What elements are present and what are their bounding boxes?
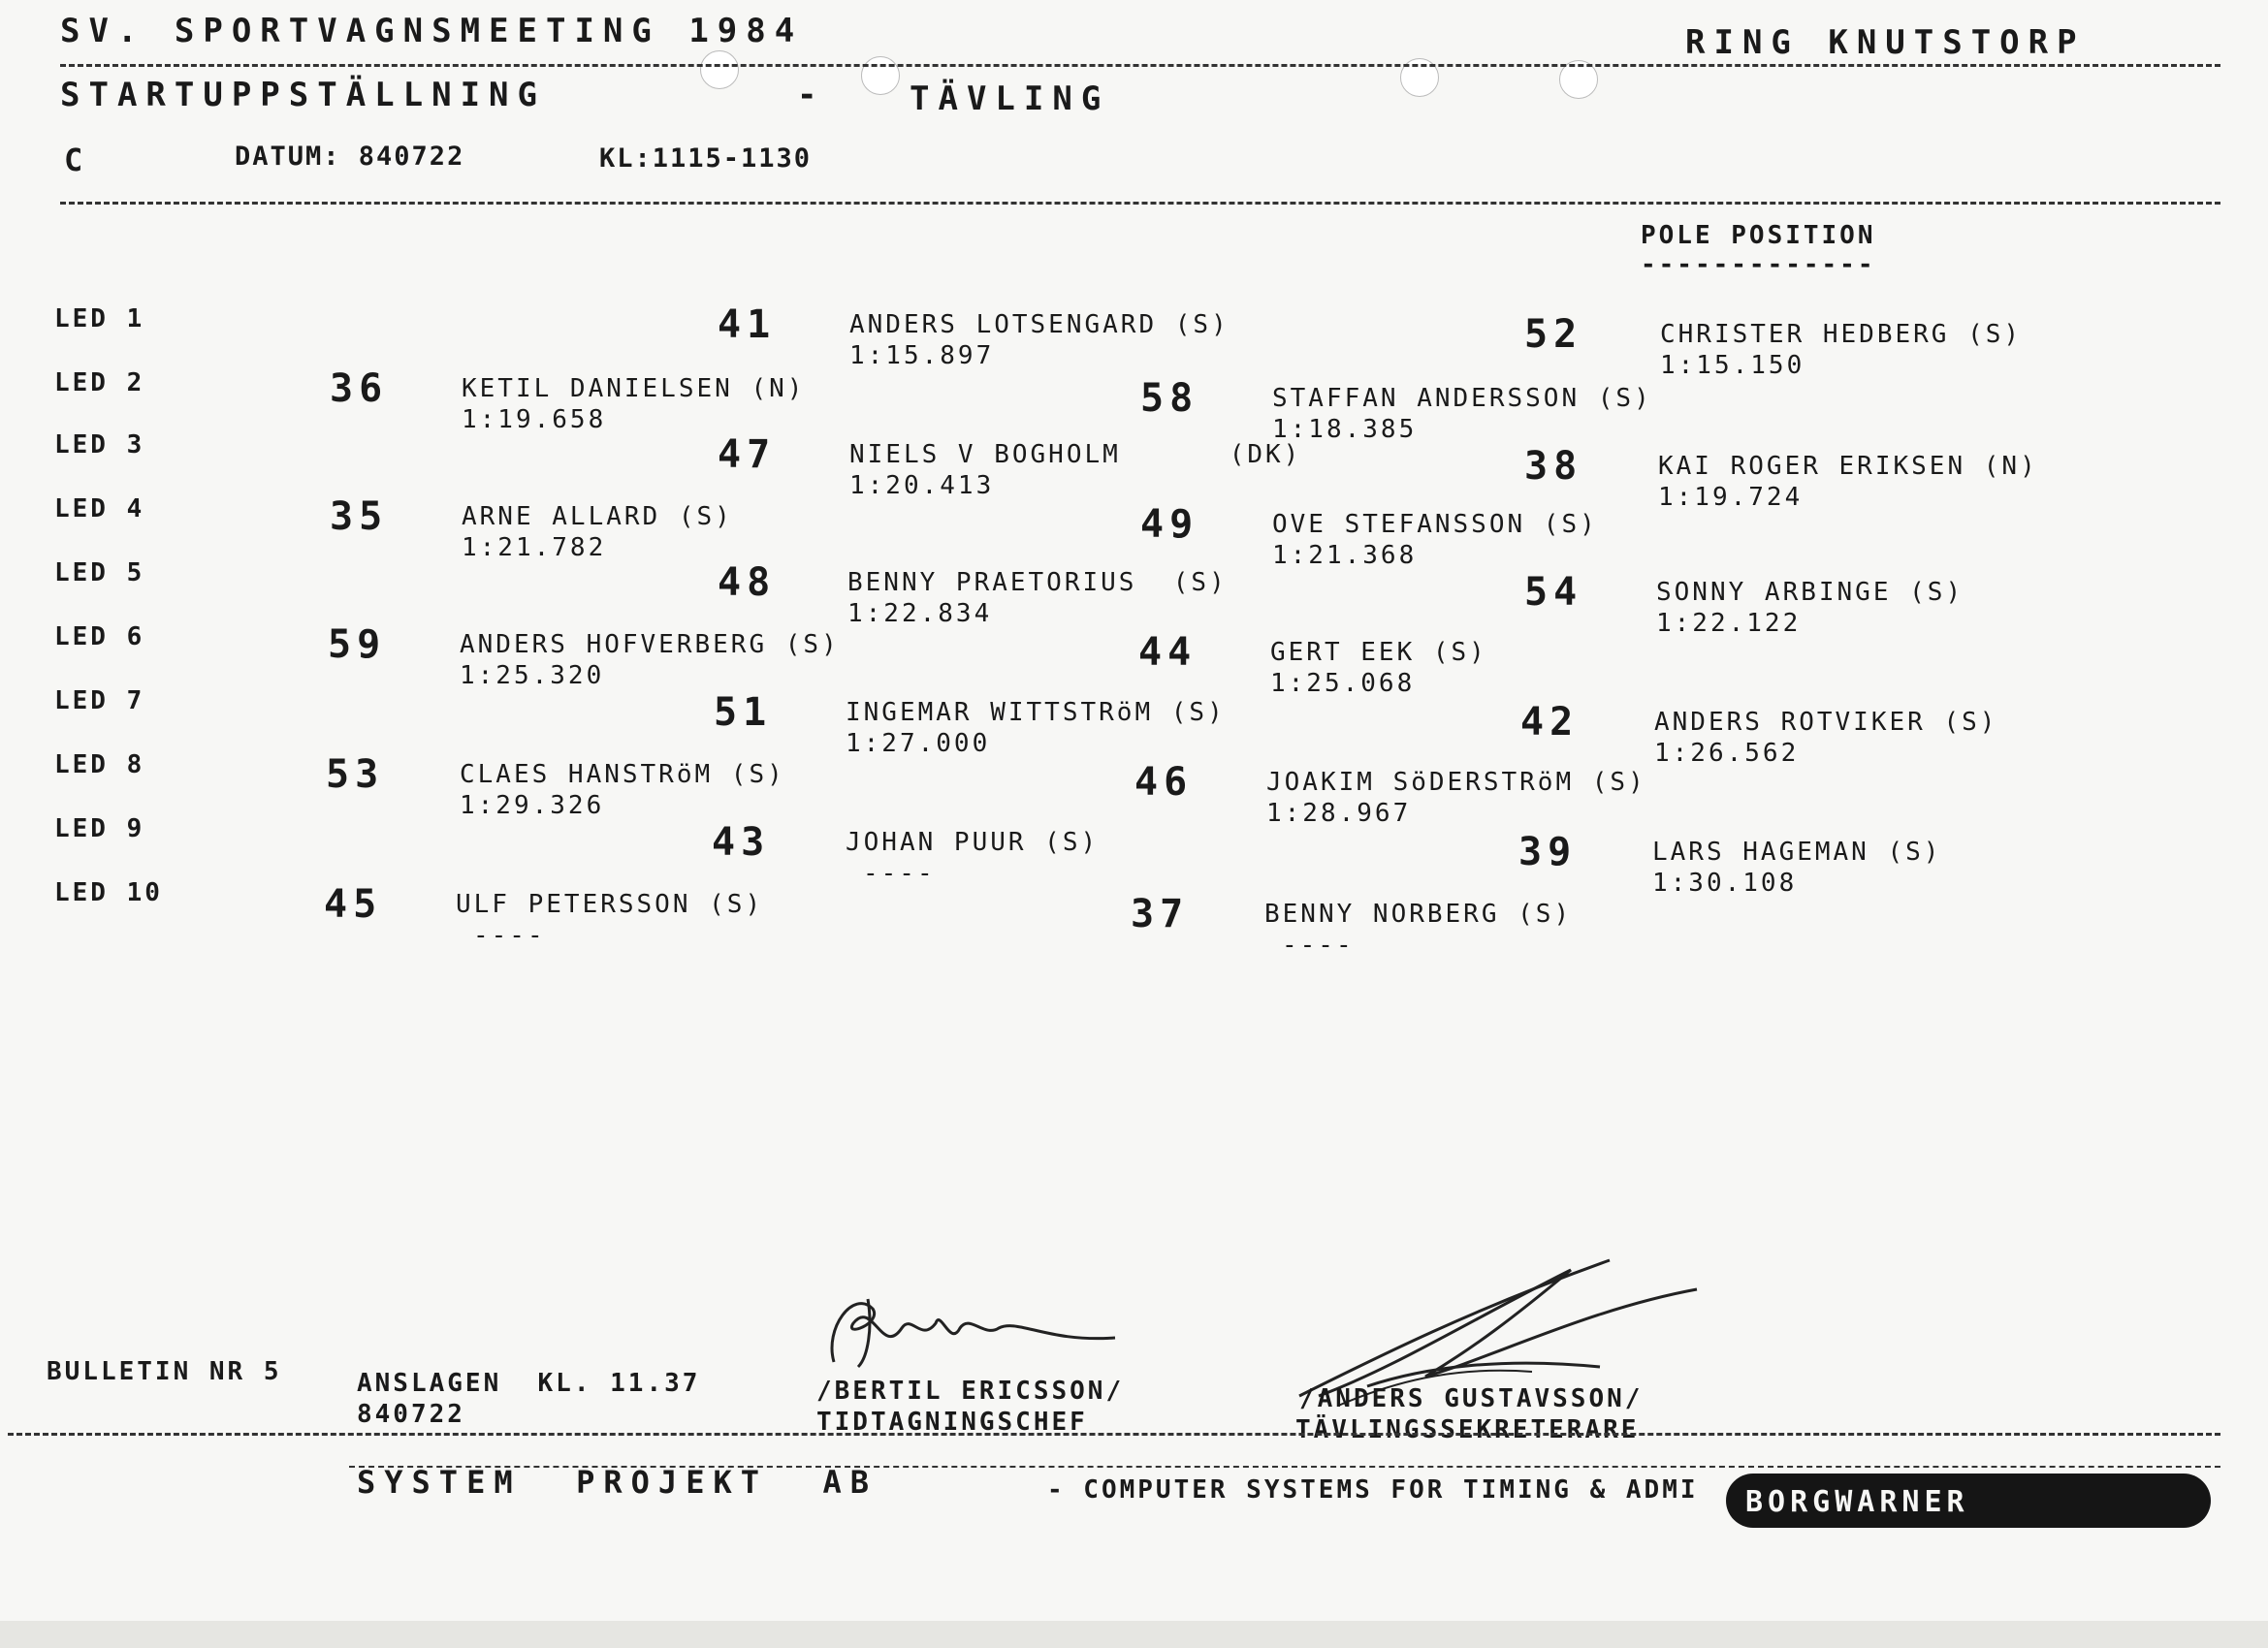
car-number: 59	[328, 622, 387, 667]
signatory-name: /BERTIL ERICSSON/	[816, 1377, 1125, 1406]
driver-name: ANDERS HOFVERBERG (S)	[460, 630, 840, 659]
car-number: 43	[712, 820, 771, 865]
company-logo-text: BORGWARNER	[1745, 1485, 1969, 1519]
grid-row-label: LED 5	[54, 558, 145, 587]
car-number: 35	[330, 494, 389, 539]
grid-row-label: LED 4	[54, 494, 145, 523]
lap-time: 1:15.150	[1660, 351, 1805, 380]
posted-time: ANSLAGEN KL. 11.37	[357, 1369, 701, 1398]
car-number: 36	[330, 366, 389, 411]
divider	[8, 1433, 2220, 1436]
lap-time: 1:29.326	[460, 791, 605, 820]
car-number: 38	[1524, 444, 1583, 489]
signature-ericsson	[815, 1270, 1144, 1377]
driver-name: ULF PETERSSON (S)	[456, 890, 764, 919]
driver-name: ARNE ALLARD (S)	[462, 502, 733, 531]
car-number: 37	[1131, 892, 1190, 936]
driver-name: JOHAN PUUR (S)	[846, 828, 1100, 857]
lap-time: 1:21.782	[462, 533, 607, 562]
lap-time: ----	[863, 859, 936, 888]
car-number: 46	[1134, 760, 1194, 805]
car-number: 49	[1140, 502, 1199, 547]
page-heading: STARTUPPSTÄLLNING	[60, 76, 546, 114]
driver-name: JOAKIM SöDERSTRöM (S)	[1266, 768, 1646, 797]
divider	[60, 64, 2220, 67]
pole-position-label: POLE POSITION	[1641, 221, 1876, 250]
car-number: 51	[714, 690, 773, 735]
posted-date: 840722	[357, 1400, 465, 1429]
heading-dash: -	[797, 76, 826, 114]
lap-time: 1:22.122	[1656, 609, 1802, 638]
grid-row-label: LED 7	[54, 686, 145, 715]
grid-row-label: LED 1	[54, 304, 145, 333]
lap-time: 1:15.897	[849, 341, 995, 370]
driver-name: SONNY ARBINGE (S)	[1656, 578, 1965, 607]
lap-time: 1:20.413	[849, 471, 995, 500]
punch-hole	[700, 50, 739, 89]
car-number: 41	[718, 302, 777, 347]
driver-name: NIELS V BOGHOLM (DK)	[849, 440, 1302, 469]
pole-position-underline: -------------	[1641, 250, 1876, 279]
driver-name: BENNY PRAETORIUS (S)	[847, 568, 1228, 597]
driver-name: ANDERS LOTSENGARD (S)	[849, 310, 1230, 339]
lap-time: 1:19.658	[462, 405, 607, 434]
driver-name: INGEMAR WITTSTRöM (S)	[846, 698, 1226, 727]
signatory-title: TIDTAGNINGSCHEF	[816, 1408, 1088, 1437]
driver-name: KAI ROGER ERIKSEN (N)	[1658, 452, 2038, 481]
grid-row-label: LED 2	[54, 368, 145, 397]
bulletin-number: BULLETIN NR 5	[47, 1357, 282, 1386]
event-title: SV. SPORTVAGNSMEETING 1984	[60, 12, 804, 50]
grid-row-label: LED 9	[54, 814, 145, 843]
driver-name: CHRISTER HEDBERG (S)	[1660, 320, 2023, 349]
driver-name: GERT EEK (S)	[1270, 638, 1487, 667]
lap-time: 1:27.000	[846, 729, 991, 758]
lap-time: 1:25.320	[460, 661, 605, 690]
signatory-title: TÄVLINGSSEKRETERARE	[1295, 1415, 1640, 1444]
date-label: DATUM: 840722	[235, 142, 465, 172]
lap-time: 1:26.562	[1654, 739, 1800, 768]
car-number: 39	[1518, 830, 1578, 874]
grid-row-label: LED 6	[54, 622, 145, 651]
lap-time: 1:21.368	[1272, 541, 1418, 570]
driver-name: STAFFAN ANDERSSON (S)	[1272, 384, 1652, 413]
car-number: 45	[324, 882, 383, 927]
car-number: 48	[718, 560, 777, 605]
driver-name: ANDERS ROTVIKER (S)	[1654, 708, 1998, 737]
grid-row-label: LED 10	[54, 878, 163, 907]
driver-name: OVE STEFANSSON (S)	[1272, 510, 1598, 539]
grid-row-label: LED 3	[54, 430, 145, 460]
venue: RING KNUTSTORP	[1685, 23, 2086, 62]
car-number: 52	[1524, 312, 1583, 357]
signatory-name: /ANDERS GUSTAVSSON/	[1299, 1384, 1644, 1413]
lap-time: 1:25.068	[1270, 669, 1416, 698]
car-number: 53	[326, 752, 385, 797]
divider	[60, 202, 2220, 205]
lap-time: 1:30.108	[1652, 869, 1798, 898]
lap-time: 1:18.385	[1272, 415, 1418, 444]
driver-name: KETIL DANIELSEN (N)	[462, 374, 806, 403]
car-number: 47	[718, 432, 777, 477]
lap-time: 1:22.834	[847, 599, 993, 628]
lap-time: ----	[1282, 931, 1355, 960]
driver-name: LARS HAGEMAN (S)	[1652, 838, 1942, 867]
lap-time: ----	[473, 921, 546, 950]
car-number: 58	[1140, 376, 1199, 421]
grid-row-label: LED 8	[54, 750, 145, 779]
company-name: SYSTEM PROJEKT AB	[357, 1464, 878, 1501]
company-tagline: - COMPUTER SYSTEMS FOR TIMING & ADMI	[1047, 1475, 1699, 1505]
driver-name: CLAES HANSTRöM (S)	[460, 760, 785, 789]
car-number: 42	[1520, 700, 1580, 745]
car-number: 44	[1138, 630, 1198, 675]
driver-name: BENNY NORBERG (S)	[1264, 900, 1573, 929]
time-label: KL:1115-1130	[599, 143, 813, 174]
scan-margin	[0, 1621, 2268, 1648]
lap-time: 1:19.724	[1658, 483, 1804, 512]
punch-hole	[861, 56, 900, 95]
lap-time: 1:28.967	[1266, 799, 1412, 828]
heading-type: TÄVLING	[910, 79, 1110, 118]
car-number: 54	[1524, 570, 1583, 615]
class-label: C	[64, 142, 85, 178]
